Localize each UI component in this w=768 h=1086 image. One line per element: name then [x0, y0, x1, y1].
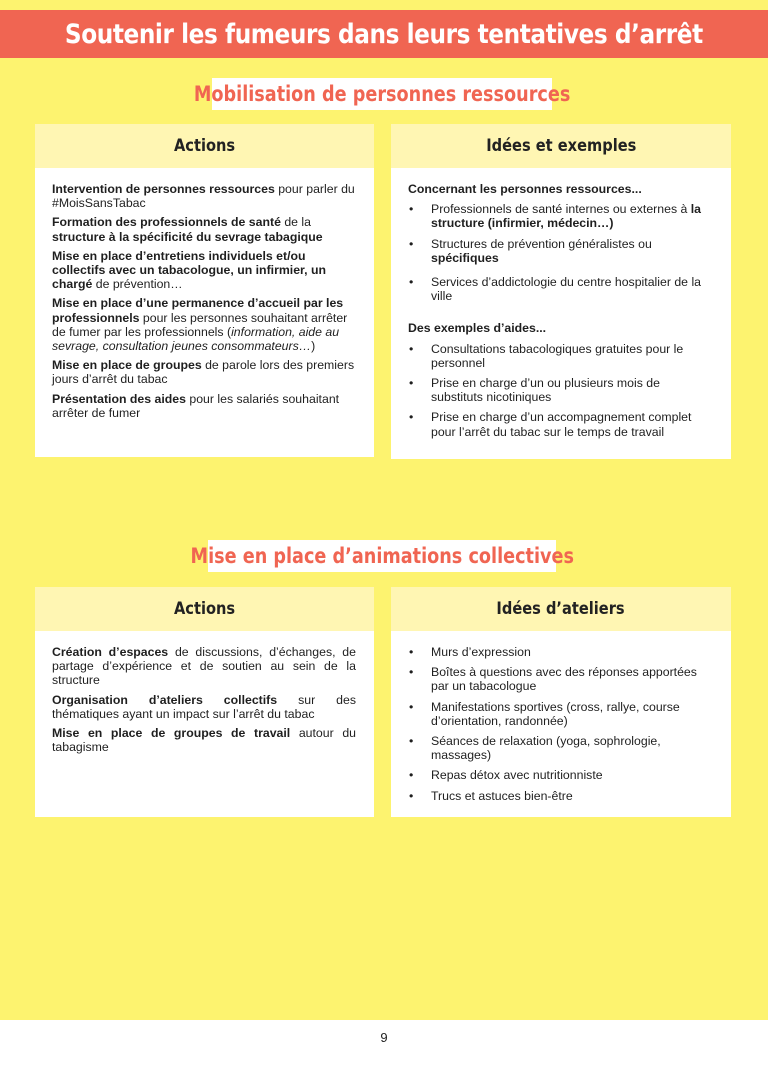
list-item: • Murs d’expression	[408, 645, 713, 659]
list-item: • Consultations tabacologiques gratuites pour le personnel	[408, 342, 713, 370]
action-item: Intervention de personnes ressources pour parler du #MoisSansTabac	[52, 182, 355, 211]
action-item: Mise en place de groupes de parole lors des premiers jours d’arrêt du tabac	[52, 358, 355, 387]
action-item: Mise en place d’une permanence d’accueil par les professionnels pour les personnes souhaitant arrêter de fumer par les professionnels (information, aide au sevrage, consultation jeunes consommateurs…)	[52, 296, 348, 354]
ideas-subheading: Des exemples d’aides...	[408, 321, 547, 336]
list-item: • Séances de relaxation (yoga, sophrologie, massages)	[408, 734, 713, 762]
actions-card-animations	[35, 587, 374, 817]
list-item: • Professionnels de santé internes ou externes à la structure (infirmier, médecin…)	[408, 202, 713, 230]
list-item: • Trucs et astuces bien-être	[408, 789, 713, 803]
action-item: Mise en place de groupes de travail autour du tabagisme	[52, 726, 356, 755]
list-item: • Repas détox avec nutritionniste	[408, 768, 713, 782]
card-header: Idées et exemples	[391, 124, 731, 168]
card-header: Actions	[35, 124, 374, 168]
page-number: 9	[380, 1030, 388, 1045]
page-title: Soutenir les fumeurs dans leurs tentatives d’arrêt	[65, 18, 703, 50]
ideas-card-ressources	[391, 124, 731, 459]
actions-list	[35, 168, 374, 435]
ideas-subheading: Concernant les personnes ressources...	[408, 182, 642, 196]
list-item: • Prise en charge d’un accompagnement complet pour l’arrêt du tabac sur le temps de travail	[408, 410, 713, 438]
ideas-list	[391, 631, 731, 819]
list-item: • Manifestations sportives (cross, rallye, course d’orientation, randonnée)	[408, 700, 713, 728]
card-header: Idées d’ateliers	[391, 587, 731, 631]
action-item: Mise en place d’entretiens individuels et/ou collectifs avec un tabacologue, un infirmier, un chargé de prévention…	[52, 248, 327, 292]
actions-card-ressources	[35, 124, 374, 457]
actions-list	[35, 631, 374, 769]
section-label-animations: Mise en place d’animations collectives	[208, 540, 556, 572]
list-item: • Structures de prévention généralistes ou spécifiques	[408, 237, 713, 265]
action-item: Formation des professionnels de santé de la structure à la spécificité du sevrage tabagique	[52, 215, 323, 244]
ideas-list	[391, 168, 731, 455]
ideas-card-ateliers	[391, 587, 731, 817]
list-item: • Services d’addictologie du centre hospitalier de la ville	[408, 275, 713, 303]
action-item: Organisation d’ateliers collectifs sur des thématiques ayant un impact sur l’arrêt du tabac	[52, 692, 356, 721]
list-item: • Boîtes à questions avec des réponses apportées par un tabacologue	[408, 665, 713, 693]
section-label-ressources: Mobilisation de personnes ressources	[212, 78, 552, 110]
list-item: • Prise en charge d’un ou plusieurs mois de substituts nicotiniques	[408, 376, 713, 404]
action-item: Création d’espaces de discussions, d’échanges, de partage d’expérience et de soutien au sein de la structure	[52, 645, 356, 688]
card-header: Actions	[35, 587, 374, 631]
title-banner	[0, 10, 768, 58]
action-item: Présentation des aides pour les salariés souhaitant arrêter de fumer	[52, 391, 340, 420]
